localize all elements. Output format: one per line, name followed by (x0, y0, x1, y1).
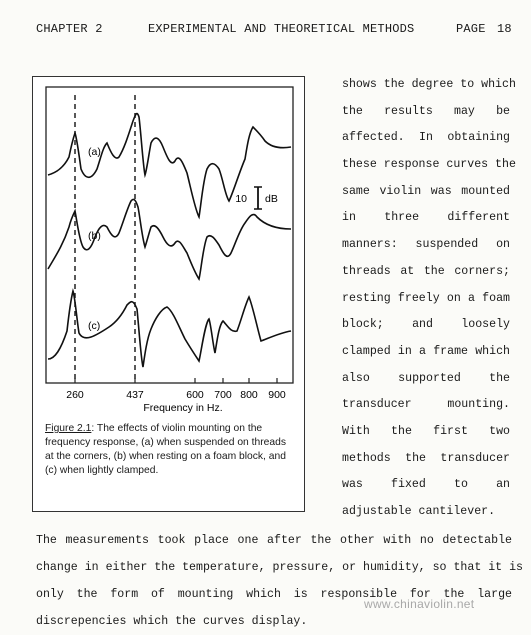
plot-frame (46, 87, 293, 383)
side-column-text (342, 72, 516, 526)
x-tick-label: 260 (66, 389, 84, 401)
column-line: With the first two (342, 424, 510, 438)
column-line: threads at the corners; (342, 264, 510, 278)
column-line: shows the degree to which (342, 78, 516, 91)
column-line: these response curves the (342, 158, 516, 172)
column-line: adjustable cantilever. (342, 505, 496, 518)
curve-a (48, 114, 291, 217)
x-tick-label: 900 (268, 389, 286, 401)
chapter-title: EXPERIMENTAL AND THEORETICAL METHODS (148, 22, 415, 36)
body-line: The measurements took place one after the other with no detectable (36, 534, 512, 547)
curve-label-c: (c) (88, 320, 101, 332)
x-axis-ticks (66, 378, 286, 401)
column-line: clamped in a frame which (342, 344, 510, 358)
curve-label-a: (a) (88, 146, 101, 158)
column-line: block; and loosely (342, 318, 510, 332)
curve-b (48, 199, 291, 279)
column-line: in three different (342, 211, 510, 225)
column-line: resting freely on a foam (342, 291, 510, 305)
scale-label-num: 10 (235, 193, 247, 205)
watermark: www.chinaviolin.net (364, 597, 475, 611)
figure-caption (45, 422, 297, 478)
x-tick-label: 437 (126, 389, 144, 401)
body-paragraph (36, 527, 524, 635)
scale-label-unit: dB (265, 193, 278, 205)
column-line: the results may be (342, 104, 510, 118)
curve-label-b: (b) (88, 230, 101, 242)
x-axis-label: Frequency in Hz. (143, 402, 223, 414)
x-tick-label: 700 (214, 389, 232, 401)
x-tick-label: 800 (240, 389, 258, 401)
body-line: discrepencies which the curves display. (36, 615, 308, 628)
column-line: same violin was mounted (342, 184, 510, 198)
column-line: manners: suspended on (342, 238, 510, 252)
figure-2-1 (32, 76, 305, 512)
caption-text: : The effects of violin mounting on the frequency response, (a) when suspended on threads at the corners, (b) when resting on a foam block, and (c) when lightly clamped. (45, 423, 286, 476)
body-line: change in either the temperature, pressure, or humidity, so that it is (36, 561, 524, 574)
page-label: PAGE (456, 22, 486, 36)
caption-label: Figure 2.1 (45, 423, 92, 434)
column-line: was fixed to an (342, 478, 510, 492)
column-line: also supported the (342, 371, 510, 385)
column-line: methods the transducer (342, 451, 510, 465)
curve-c (48, 291, 291, 367)
chapter-label: CHAPTER 2 (36, 22, 103, 36)
column-line: affected. In obtaining (342, 131, 510, 145)
page-number: 18 (497, 22, 512, 36)
body-line: only the form of mounting which is responsible for the large (36, 588, 512, 601)
column-line: transducer mounting. (342, 398, 510, 412)
x-tick-label: 600 (186, 389, 204, 401)
